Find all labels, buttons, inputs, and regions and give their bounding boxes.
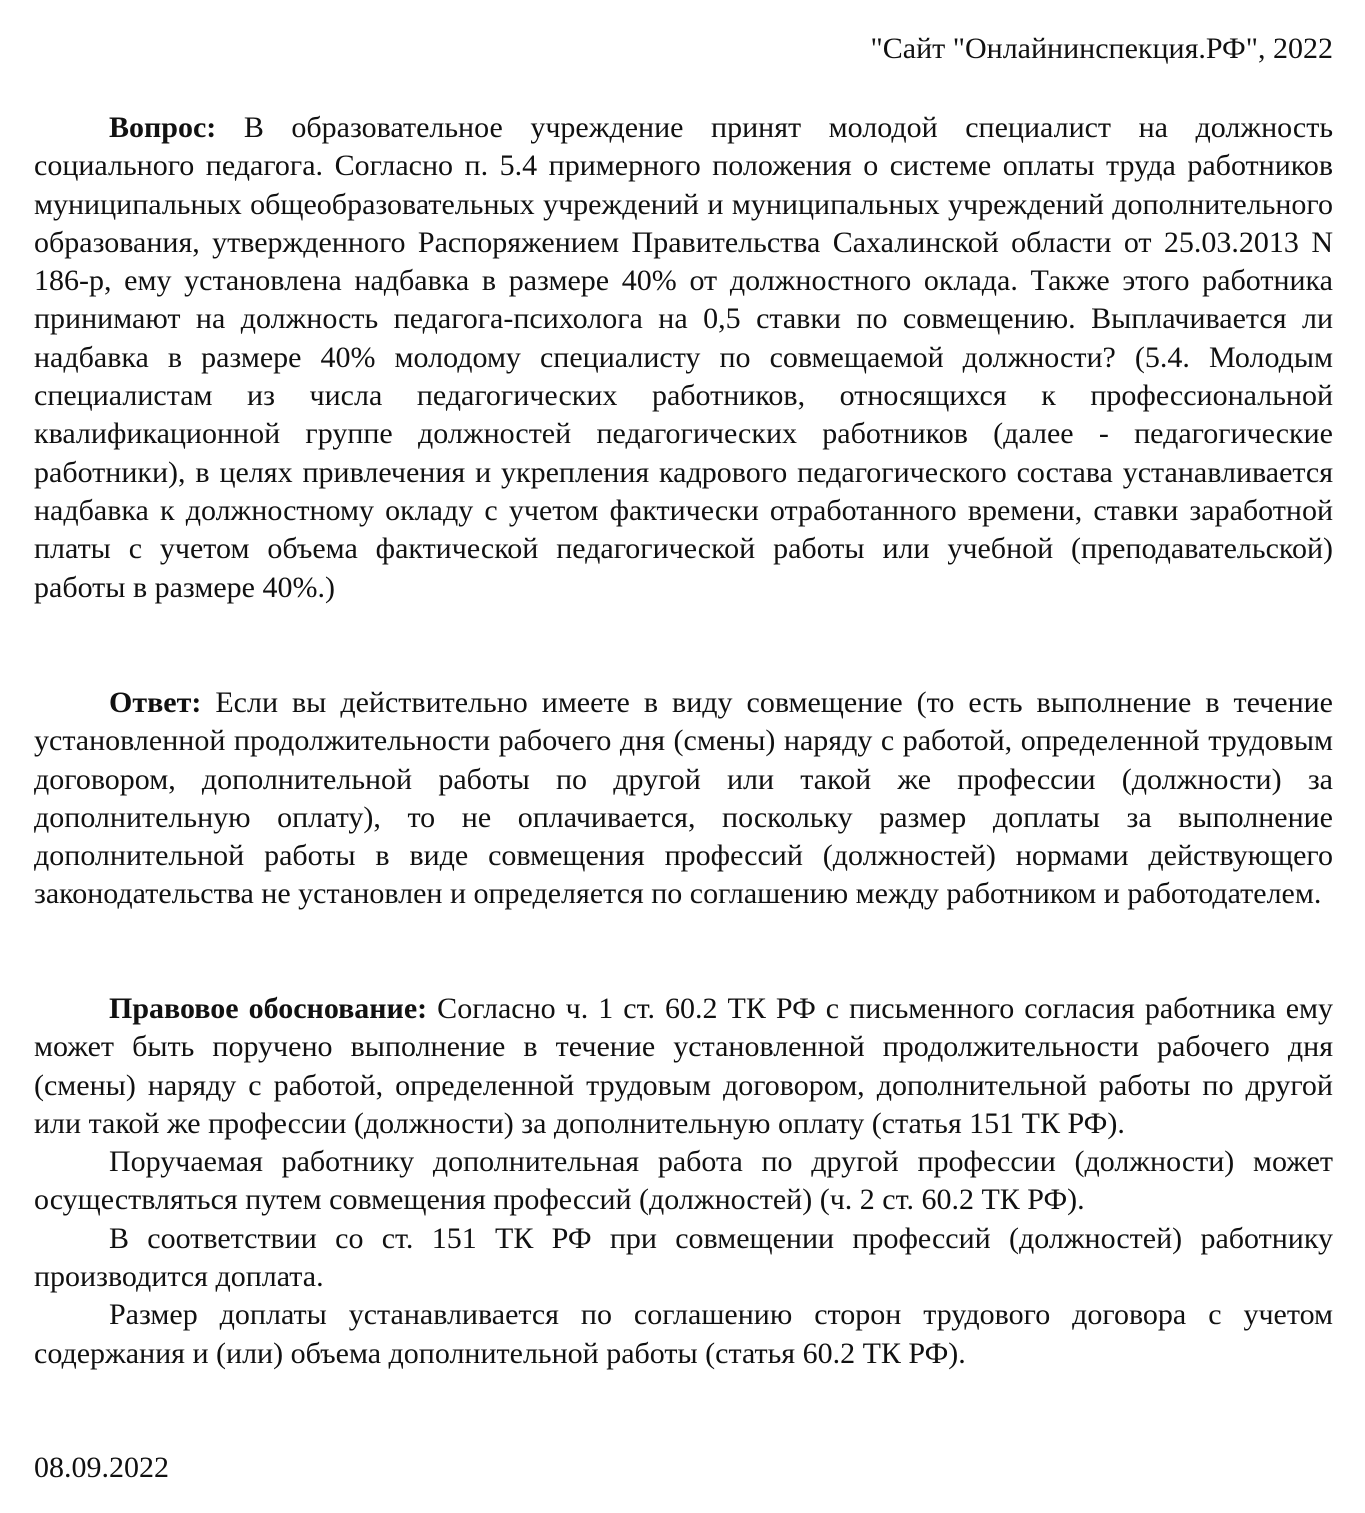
answer-section — [34, 684, 1333, 914]
source-attribution: "Сайт "Онлайнинспекция.РФ", 2022 — [870, 32, 1333, 65]
answer-label: Ответ: — [109, 686, 202, 719]
legal-basis-label: Правовое обоснование: — [109, 992, 428, 1025]
legal-basis-paragraph-3: В соответствии со ст. 151 ТК РФ при совмещении профессий (должностей) работнику производится доплата. — [34, 1221, 1333, 1294]
legal-basis-paragraph-4: Размер доплаты устанавливается по соглашению сторон трудового договора с учетом содержания и (или) объема дополнительной работы (статья 60.2 ТК РФ). — [34, 1298, 1333, 1370]
question-label: Вопрос: — [109, 111, 217, 144]
document-date: 08.09.2022 — [34, 1451, 169, 1484]
question-text: В образовательное учреждение принят молодой специалист на должность социального педагога. Согласно п. 5.4 примерного положения о системе оплаты труда работников муниципальных общеобразовательных учреждений и муниципальных учреждений дополнительного образования, утвержденного Распоряжением Правительства Сахалинской области от 25.03.2013 N 186-р, ему установлена надбавка в размере 40% от должностного оклада. Также этого работника принимают на должность педагога-психолога на 0,5 ставки по совмещению. Выплачивается ли надбавка в размере 40% молодому специалисту по совмещаемой должности? (5.4. Молодым специалистам из числа педагогических работников, относящихся к профессиональной квалификационной группе должностей педагогических работников (далее - педагогические работники), в целях привлечения и укрепления кадрового педагогического состава устанавливается надбавка к должностному окладу с учетом фактически отработанного времени, ставки заработной платы с учетом объема фактической педагогической работы или учебной (преподавательской) работы в размере 40%.) — [34, 111, 1333, 604]
answer-text: Если вы действительно имеете в виду совмещение (то есть выполнение в течение установленной продолжительности рабочего дня (смены) наряду с работой, определенной трудовым договором, дополнительной работы по другой или такой же профессии (должности) за дополнительную оплату), то не оплачивается, поскольку размер доплаты за выполнение дополнительной работы в виде совмещения профессий (должностей) нормами действующего законодательства не установлен и определяется по соглашению между работником и работодателем. — [34, 686, 1333, 911]
answer-paragraph — [34, 684, 1333, 914]
legal-basis-section — [34, 990, 1333, 1373]
legal-basis-paragraph — [34, 990, 1333, 1143]
question-section — [34, 109, 1333, 607]
legal-basis-paragraph-2: Поручаемая работнику дополнительная работа по другой профессии (должности) может осуществляться путем совмещения профессий (должностей) (ч. 2 ст. 60.2 ТК РФ). — [34, 1145, 1333, 1217]
legal-basis-text: Согласно ч. 1 ст. 60.2 ТК РФ с письменного согласия работника ему может быть поручено выполнение в течение установленной продолжительности рабочего дня (смены) наряду с работой, определенной трудовым договором, дополнительной работы по другой или такой же профессии (должности) за дополнительную оплату (статья 151 ТК РФ). — [34, 992, 1333, 1140]
question-paragraph — [34, 109, 1333, 607]
